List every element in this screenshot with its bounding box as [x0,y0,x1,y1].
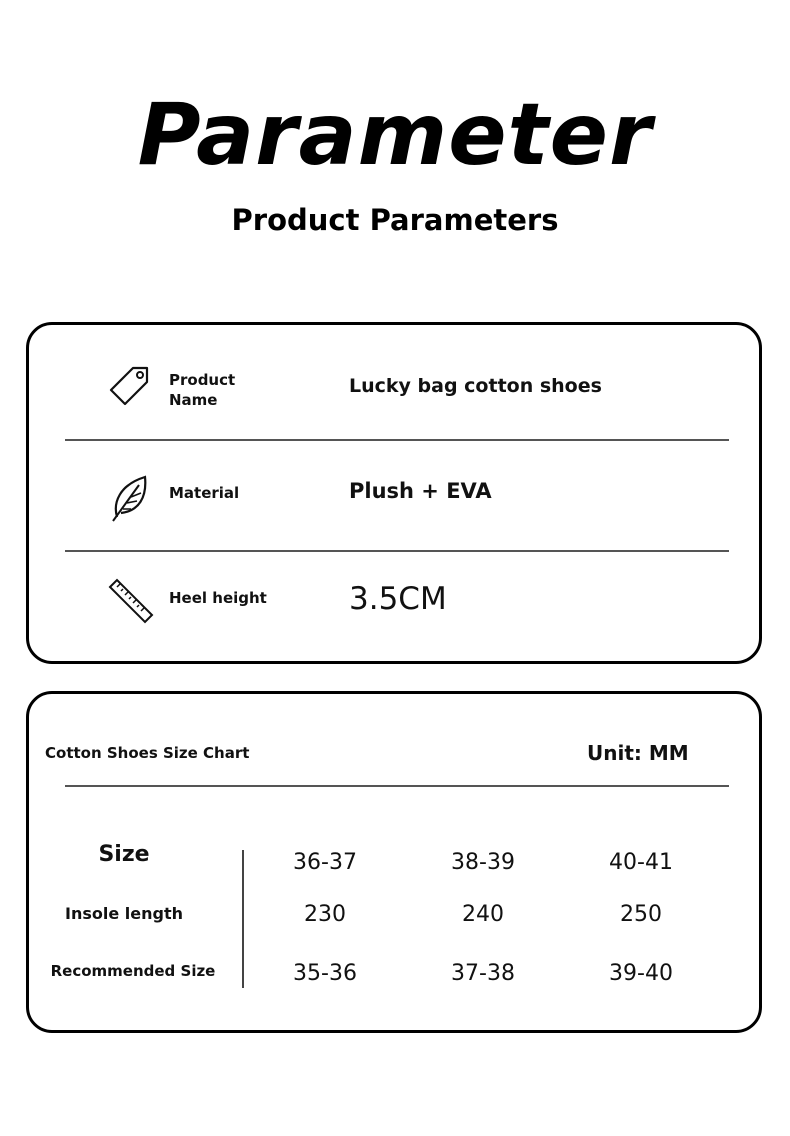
column-divider [242,850,244,988]
size-chart-title: Cotton Shoes Size Chart [45,744,250,762]
divider [65,550,729,552]
tag-icon [107,363,153,413]
table-cell: 230 [304,902,346,927]
material-value: Plush + EVA [349,479,492,503]
table-cell: 40-41 [609,850,673,875]
table-cell: 39-40 [609,961,673,986]
row-label-recommended-size: Recommended Size [50,962,216,980]
divider [65,785,729,787]
heel-height-value: 3.5CM [349,581,447,617]
page-subtitle: Product Parameters [231,203,559,237]
table-cell: 38-39 [451,850,515,875]
table-cell: 36-37 [293,850,357,875]
product-name-label: Product Name [169,371,236,409]
table-cell: 37-38 [451,961,515,986]
product-name-value: Lucky bag cotton shoes [349,375,602,397]
table-cell: 250 [620,902,662,927]
page-title: Parameter [137,85,653,185]
heel-height-label: Heel height [169,589,267,607]
product-parameters-card [26,322,762,664]
divider [65,439,729,441]
row-label-insole-length: Insole length [65,904,183,923]
material-label: Material [169,484,240,502]
ruler-icon [107,577,155,629]
row-label-size: Size [98,842,150,867]
size-chart-card [26,691,762,1033]
table-cell: 35-36 [293,961,357,986]
leaf-icon [109,473,151,527]
table-cell: 240 [462,902,504,927]
unit-label: Unit: MM [587,741,689,765]
